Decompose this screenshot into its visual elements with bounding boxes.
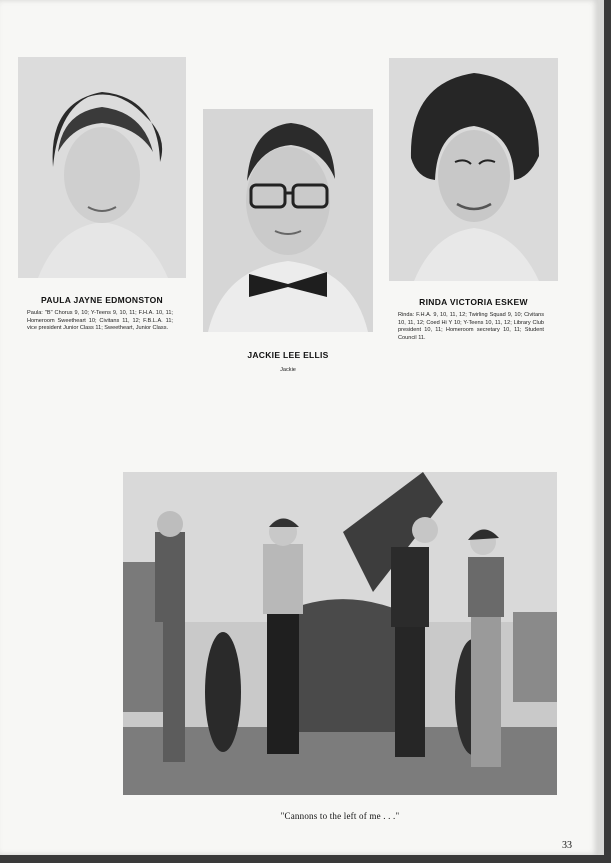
- student-name: JACKIE LEE ELLIS: [247, 350, 329, 360]
- group-photo-cannon: [123, 472, 557, 795]
- student-name: RINDA VICTORIA ESKEW: [419, 297, 528, 307]
- student-bio: Paula: "B" Chorus 9, 10; Y-Teens 9, 10, 11; F.H.A. 10, 11; Homeroom Sweetheart 10; Civitans 11, 12; F.B.L.A. 11; vice president Junior Class 11; Sweetheart, Junior Class.: [27, 310, 173, 332]
- photo-caption: "Cannons to the left of me . . .": [280, 811, 400, 821]
- portrait-image: [389, 58, 558, 281]
- portrait-image: [203, 109, 373, 332]
- page-number: 33: [562, 840, 572, 851]
- portrait-paula-edmonston: [18, 57, 186, 278]
- group-photo-image: [123, 472, 557, 795]
- portrait-rinda-eskew: [389, 58, 558, 281]
- portrait-jackie-ellis: [203, 109, 373, 332]
- portrait-image: [18, 57, 186, 278]
- student-name: PAULA JAYNE EDMONSTON: [40, 295, 163, 305]
- student-bio: Rinda: F.H.A. 9, 10, 11, 12; Twirling Squad 9, 10; Civitans 10, 11, 12; Coed Hi Y 10; Y-Teens 10, 11, 12; Library Club president 10, 11; Homeroom secretary 10, 11; Student Council 11.: [398, 312, 544, 341]
- student-nickname: Jackie: [280, 367, 296, 373]
